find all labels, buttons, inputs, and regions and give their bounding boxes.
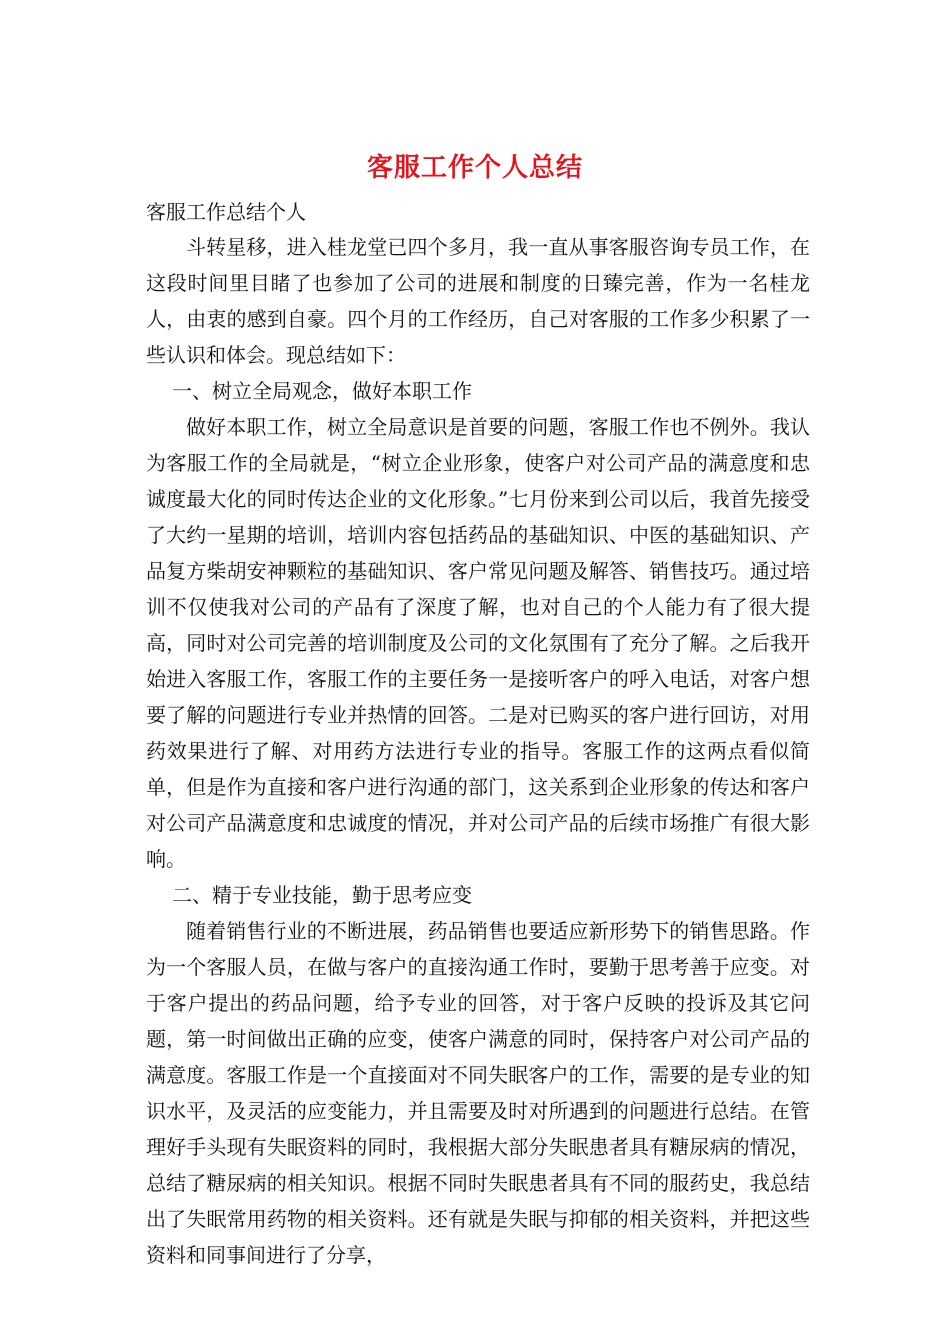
paragraph-section-2: 随着销售行业的不断进展，药品销售也要适应新形势下的销售思路。作为一个客服人员，在做与客户的直接沟通工作时，要勤于思考善于应变。对于客户提出的药品问题，给予专业的回答，对于客户反映的投诉及其它问题，第一时间做出正确的应变，使客户满意的同时，保持客户对公司产品的满意度。客服工作是一个直接面对不同失眠客户的工作，需要的是专业的知识水平，及灵活的应变能力，并且需要及时对所遇到的问题进行总结。在管理好手头现有失眠资料的同时，我根据大部分失眠患者具有糖尿病的情况，总结了糖尿病的相关知识。根据不同时失眠患者具有不同的服药史，我总结出了失眠常用药物的相关资料。还有就是失眠与抑郁的相关资料，并把这些资料和同事间进行了分享， — [146, 919, 810, 1267]
document-body — [146, 229, 810, 1273]
paragraph-intro: 斗转星移，进入桂龙堂已四个多月，我一直从事客服咨询专员工作，在这段时间里目睹了也参加了公司的进展和制度的日臻完善，作为一名桂龙人，由衷的感到自豪。四个月的工作经历，自己对客服的工作多少积累了一些认识和体会。现总结如下： — [146, 235, 810, 367]
section-heading-2: 二、精于专业技能，勤于思考应变 — [172, 883, 472, 907]
paragraph-section-1: 做好本职工作，树立全局意识是首要的问题，客服工作也不例外。我认为客服工作的全局就是，“树立企业形象，使客户对公司产品的满意度和忠诚度最大化的同时传达企业的文化形象。”七月份来到公司以后，我首先接受了大约一星期的培训，培训内容包括药品的基础知识、中医的基础知识、产品复方柴胡安神颗粒的基础知识、客户常见问题及解答、销售技巧。通过培训不仅使我对公司的产品有了深度了解，也对自己的个人能力有了很大提高，同时对公司完善的培训制度及公司的文化氛围有了充分了解。之后我开始进入客服工作，客服工作的主要任务一是接听客户的呼入电话，对客户想要了解的问题进行专业并热情的回答。二是对已购买的客户进行回访，对用药效果进行了解、对用药方法进行专业的指导。客服工作的这两点看似简单，但是作为直接和客户进行沟通的部门，这关系到企业形象的传达和客户对公司产品满意度和忠诚度的情况，并对公司产品的后续市场推广有很大影响。 — [146, 415, 810, 871]
section-heading-1: 一、树立全局观念，做好本职工作 — [172, 379, 472, 403]
document-title: 客服工作个人总结 — [366, 153, 583, 183]
document-subtitle: 客服工作总结个人 — [146, 200, 306, 224]
